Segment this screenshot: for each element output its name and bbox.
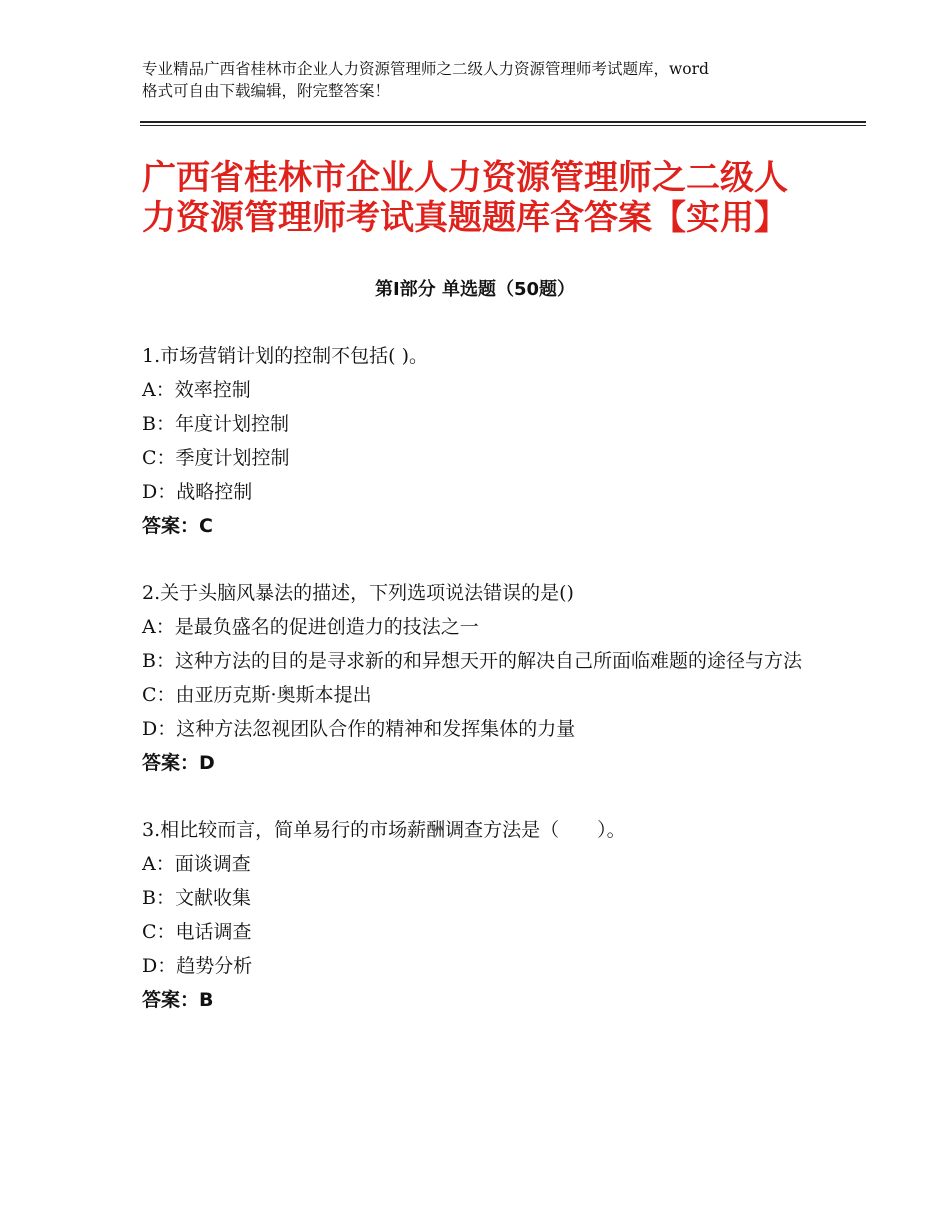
question-3 xyxy=(142,813,822,1017)
section-heading: 第Ⅰ部分 单选题（50题） xyxy=(374,279,575,300)
option-d: D：趋势分析 xyxy=(142,955,253,977)
question-1 xyxy=(142,339,822,543)
question-stem: 3.相比较而言，简单易行的市场薪酬调查方法是（ ）。 xyxy=(142,819,626,841)
header-divider-thin xyxy=(140,125,866,126)
answer-label: 答案：C xyxy=(142,515,213,537)
answer-label: 答案：D xyxy=(142,752,215,774)
document-title xyxy=(142,158,822,238)
option-c: C：电话调查 xyxy=(142,921,252,943)
option-a: A：效率控制 xyxy=(142,379,251,401)
question-list xyxy=(142,339,822,1050)
answer-label: 答案：B xyxy=(142,989,214,1011)
option-d: D：战略控制 xyxy=(142,481,253,503)
option-a: A：是最负盛名的促进创造力的技法之一 xyxy=(142,616,479,638)
option-c: C：季度计划控制 xyxy=(142,447,290,469)
header-note-line-2: 格式可自由下载编辑，附完整答案！ xyxy=(142,82,391,100)
option-b: B：年度计划控制 xyxy=(142,413,289,435)
header-note-line-1: 专业精品广西省桂林市企业人力资源管理师之二级人力资源管理师考试题库，word xyxy=(142,60,709,78)
option-a: A：面谈调查 xyxy=(142,853,251,875)
option-b: B：这种方法的目的是寻求新的和异想天开的解决自己所面临难题的途径与方法 xyxy=(142,650,802,672)
header-note xyxy=(142,58,822,102)
document-title-line-1: 广西省桂林市企业人力资源管理师之二级人 xyxy=(142,158,788,198)
question-stem: 1.市场营销计划的控制不包括( )。 xyxy=(142,345,428,367)
option-c: C：由亚历克斯·奥斯本提出 xyxy=(142,684,372,706)
option-d: D：这种方法忽视团队合作的精神和发挥集体的力量 xyxy=(142,718,576,740)
question-stem: 2.关于头脑风暴法的描述，下列选项说法错误的是() xyxy=(142,582,574,604)
document-title-line-2: 力资源管理师考试真题题库含答案【实用】 xyxy=(142,198,788,238)
option-b: B：文献收集 xyxy=(142,887,251,909)
header-divider-thick xyxy=(140,121,866,123)
question-2 xyxy=(142,576,822,780)
